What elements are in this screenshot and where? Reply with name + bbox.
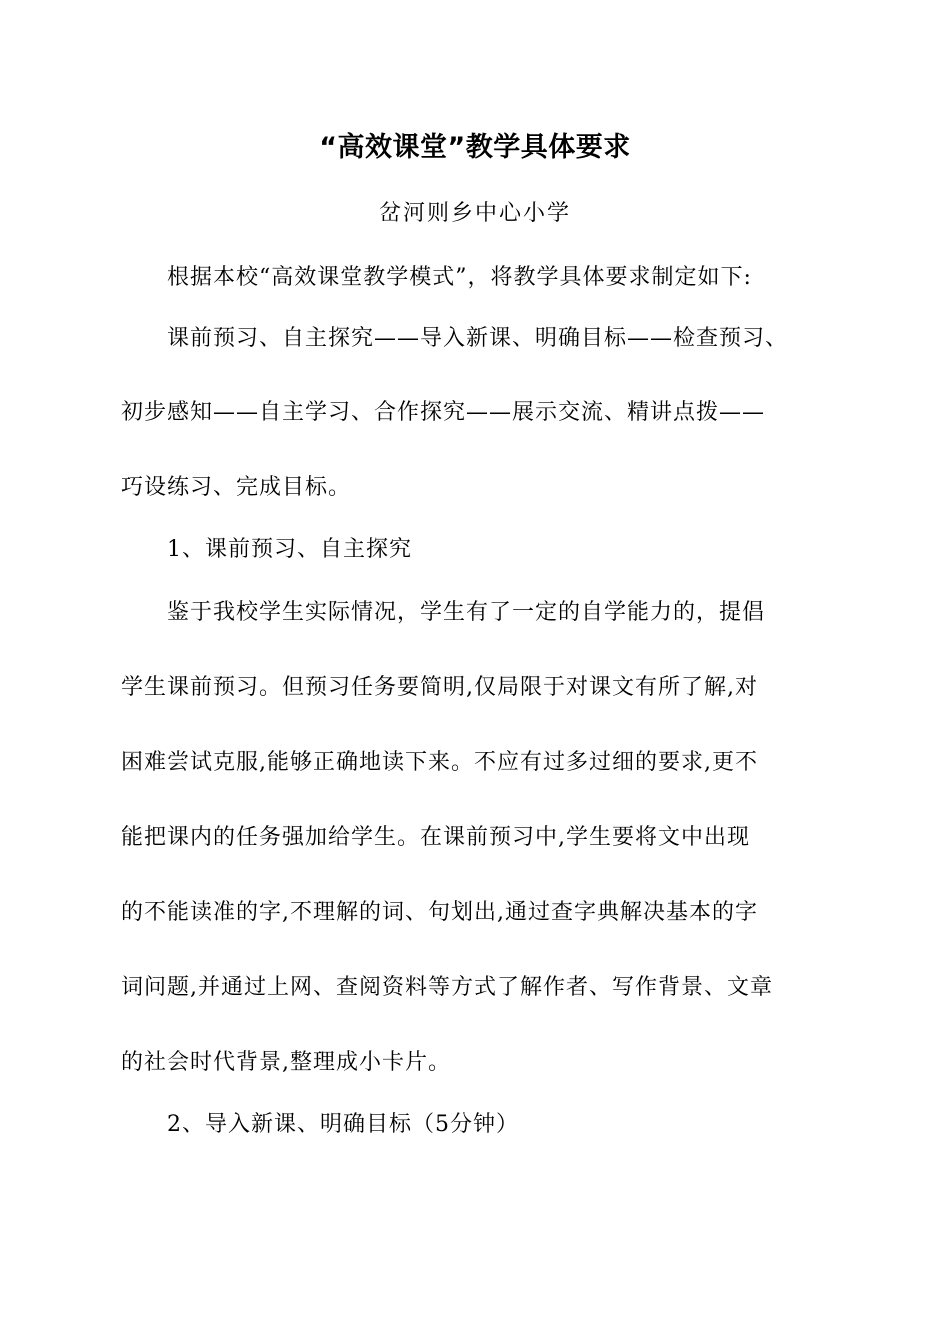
paragraph-line: 根据本校“高效课堂教学模式”，将教学具体要求制定如下:: [121, 265, 752, 290]
section-heading: 2、导入新课、明确目标（5分钟）: [121, 1112, 519, 1137]
section-heading: 1、课前预习、自主探究: [121, 537, 412, 562]
paragraph-line: 能把课内的任务强加给学生。在课前预习中,学生要将文中出现: [121, 825, 750, 850]
paragraph-line: 鉴于我校学生实际情况，学生有了一定的自学能力的，提倡: [121, 600, 766, 625]
paragraph-line: 词问题,并通过上网、查阅资料等方式了解作者、写作背景、文章: [121, 975, 773, 1000]
document-subtitle: 岔河则乡中心小学: [378, 201, 571, 226]
paragraph-line: 课前预习、自主探究——导入新课、明确目标——检查预习、: [121, 326, 789, 351]
paragraph-line: 的不能读准的字,不理解的词、句划出,通过查字典解决基本的字: [121, 900, 758, 925]
paragraph-line: 巧设练习、完成目标。: [121, 475, 352, 500]
paragraph-line: 初步感知——自主学习、合作探究——展示交流、精讲点拨——: [121, 400, 766, 425]
paragraph-line: 学生课前预习。但预习任务要简明,仅局限于对课文有所了解,对: [121, 675, 758, 700]
document-title: “高效课堂”教学具体要求: [319, 132, 631, 163]
paragraph-line: 困难尝试克服,能够正确地读下来。不应有过多过细的要求,更不: [121, 750, 758, 775]
paragraph-line: 的社会时代背景,整理成小卡片。: [121, 1050, 451, 1075]
